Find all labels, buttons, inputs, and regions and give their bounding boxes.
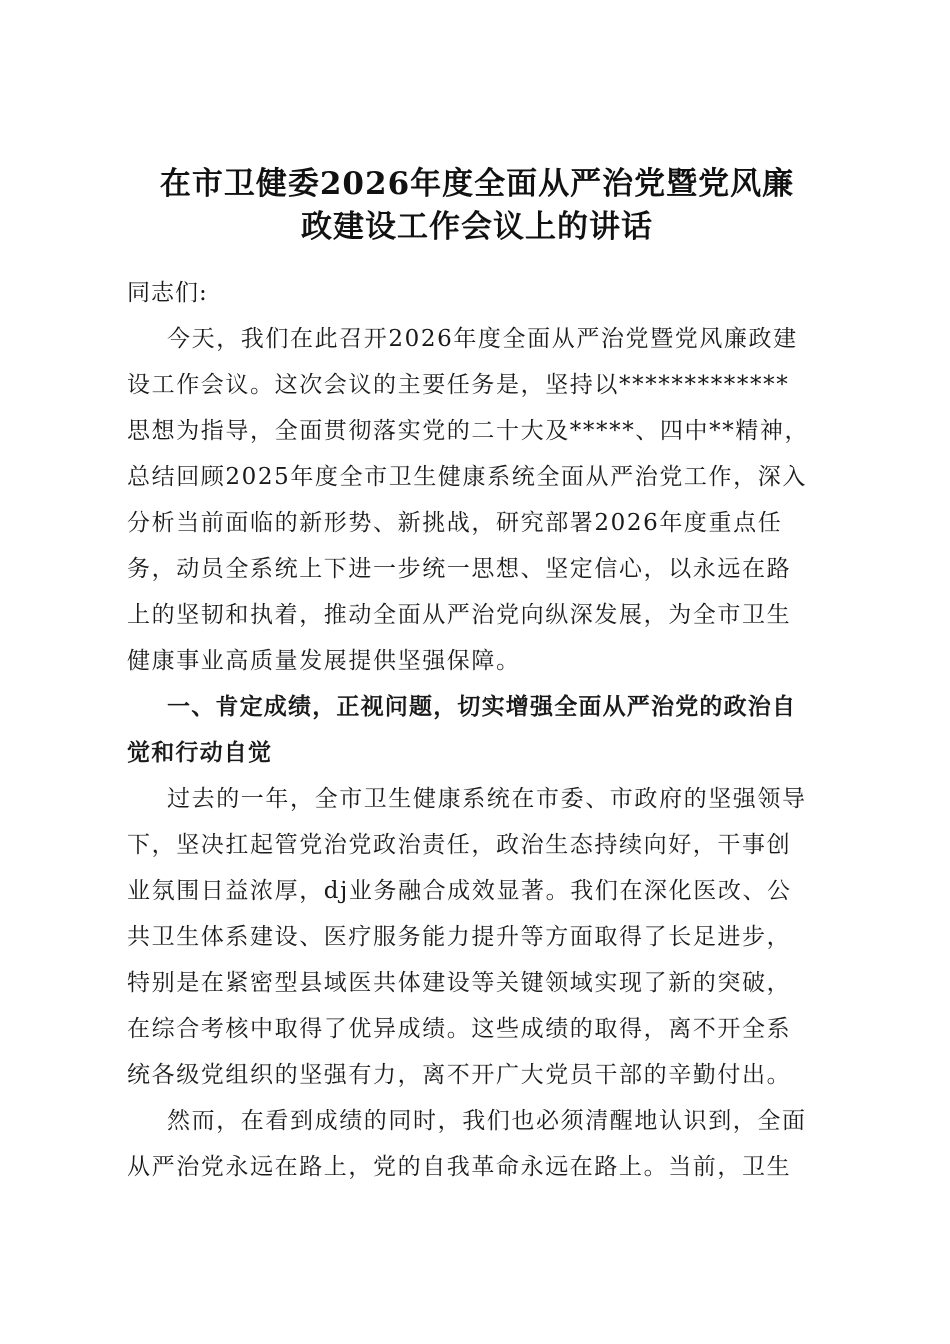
salutation: 同志们: [127,280,208,306]
text-line: 然而，在看到成绩的同时，我们也必须清醒地认识到，全面 [167,1108,807,1134]
document-body [127,163,827,1190]
text-line: 从严治党永远在路上，党的自我革命永远在路上。当前，卫生 [127,1154,792,1180]
text-line: 设工作会议。这次会议的主要任务是，坚持以************* [127,372,790,398]
heading-line: 觉和行动自觉 [127,740,273,766]
text-line: 统各级党组织的坚强有力，离不开广大党员干部的辛勤付出。 [127,1062,792,1088]
paragraph-achievements [127,776,827,1098]
text-line: 分析当前面临的新形势、新挑战，研究部署2026年度重点任 [127,510,783,536]
section-heading-1 [127,684,827,776]
text-line: 过去的一年，全市卫生健康系统在市委、市政府的坚强领导 [167,786,807,812]
title-line: 在市卫健委2026年度全面从严治党暨党风廉 [159,166,795,202]
text-line: 总结回顾2025年度全市卫生健康系统全面从严治党工作，深入 [127,464,807,490]
text-line: 下，坚决扛起管党治党政治责任，政治生态持续向好，干事创 [127,832,792,858]
text-line: 在综合考核中取得了优异成绩。这些成绩的取得，离不开全系 [127,1016,792,1042]
text-line: 上的坚韧和执着，推动全面从严治党向纵深发展，为全市卫生 [127,602,792,628]
text-line: 业氛围日益浓厚，dj业务融合成效显著。我们在深化医改、公 [127,878,792,904]
text-line: 特别是在紧密型县域医共体建设等关键领域实现了新的突破， [127,970,792,996]
text-line: 共卫生体系建设、医疗服务能力提升等方面取得了长足进步， [127,924,792,950]
text-line: 今天，我们在此召开2026年度全面从严治党暨党风廉政建 [167,326,798,352]
document-title [127,163,827,249]
paragraph-opening [127,316,827,684]
paragraph-problems [127,1098,827,1190]
text-line: 健康事业高质量发展提供坚强保障。 [127,648,521,674]
text-line: 思想为指导，全面贯彻落实党的二十大及*****、四中**精神， [127,418,810,444]
heading-line: 一、肯定成绩，正视问题，切实增强全面从严治党的政治自 [167,694,797,720]
title-line: 政建设工作会议上的讲话 [301,209,653,245]
text-line: 务，动员全系统上下进一步统一思想、坚定信心，以永远在路 [127,556,792,582]
